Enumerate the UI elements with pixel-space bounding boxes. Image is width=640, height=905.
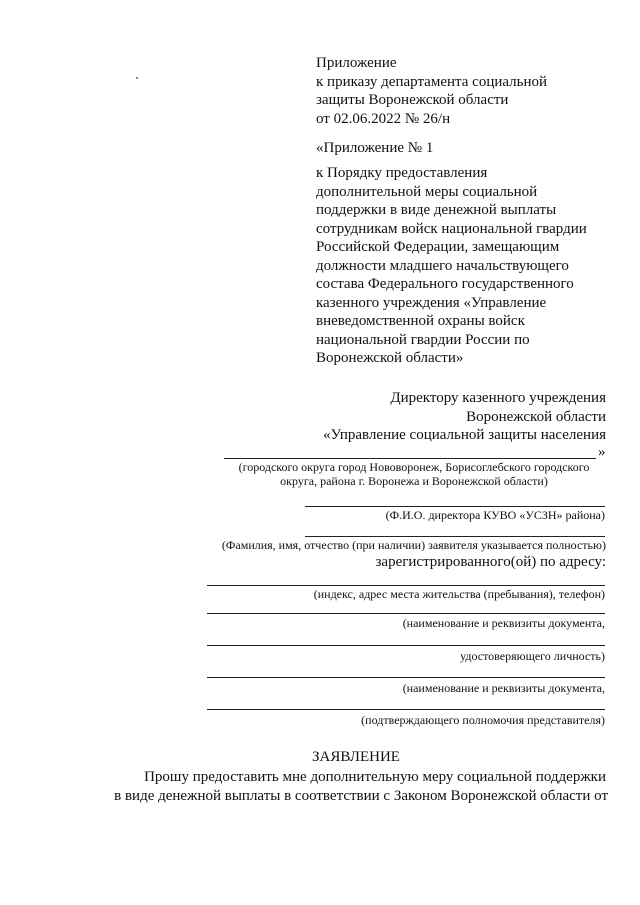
addressee-line: Воронежской области	[466, 408, 606, 425]
address-fill-line	[207, 585, 605, 586]
director-caption: (Ф.И.О. директора КУВО «УСЗН» района)	[385, 508, 605, 522]
quote-close: »	[598, 444, 606, 460]
addressee-block	[250, 389, 606, 445]
annex-line: национальной гвардии России по	[316, 331, 530, 348]
district-caption-line: (городского округа город Нововоронеж, Борисоглебского городского	[238, 460, 590, 474]
annex-line: должности младшего начальствующего	[316, 257, 569, 274]
document-caption-1: (наименование и реквизиты документа,	[402, 616, 605, 630]
applicant-caption: (Фамилия, имя, отчество (при наличии) заявителя указывается полностью)	[221, 538, 606, 552]
annex-line: поддержки в виде денежной выплаты	[316, 202, 557, 218]
statement-title: ЗАЯВЛЕНИЕ	[312, 749, 400, 765]
appendix-header-line: защиты Воронежской области	[316, 92, 509, 108]
annex-line: состава Федерального государственного	[316, 276, 574, 292]
addressee-line: Директору казенного учреждения	[390, 390, 606, 406]
annex-line: дополнительной меры социальной	[316, 183, 538, 200]
annex-description	[316, 164, 587, 368]
document-caption-3: (наименование и реквизиты документа,	[402, 681, 605, 695]
director-fill-line	[305, 506, 605, 507]
district-caption-line: округа, района г. Воронежа и Воронежской области)	[280, 474, 548, 488]
annex-line: сотрудникам войск национальной гвардии	[316, 220, 587, 237]
applicant-fill-line	[305, 536, 605, 537]
addressee-line: «Управление социальной защиты населения	[323, 427, 606, 443]
address-caption: (индекс, адрес места жительства (пребывания), телефон)	[313, 587, 605, 601]
appendix-header-line: Приложение	[316, 55, 397, 71]
statement-line-1: Прошу предоставить мне дополнительную меру социальной поддержки	[144, 769, 606, 785]
annex-line: вневедомственной охраны войск	[316, 313, 525, 329]
annex-line: Воронежской области»	[316, 350, 464, 366]
appendix-header-line: от 02.06.2022 № 26/н	[316, 110, 451, 127]
document-fill-line-3	[207, 677, 605, 678]
district-caption	[216, 460, 612, 488]
annex-line: к Порядку предоставления	[316, 165, 488, 181]
scan-speck	[136, 77, 138, 79]
statement-line-2: в виде денежной выплаты в соответствии с Законом Воронежской области от	[114, 788, 608, 804]
annex-title: «Приложение № 1	[316, 140, 434, 156]
document-caption-2: удостоверяющего личность)	[460, 649, 605, 663]
document-fill-line-2	[207, 645, 605, 646]
annex-line: казенного учреждения «Управление	[316, 294, 547, 311]
appendix-header	[316, 54, 547, 128]
appendix-header-line: к приказу департамента социальной	[316, 73, 548, 90]
district-fill-line	[224, 458, 596, 459]
registered-label: зарегистрированного(ой) по адресу:	[375, 554, 606, 570]
document-caption-4: (подтверждающего полномочия представителя)	[361, 713, 605, 727]
document-fill-line-1	[207, 613, 605, 614]
annex-line: Российской Федерации, замещающим	[316, 239, 560, 255]
document-fill-line-4	[207, 709, 605, 710]
